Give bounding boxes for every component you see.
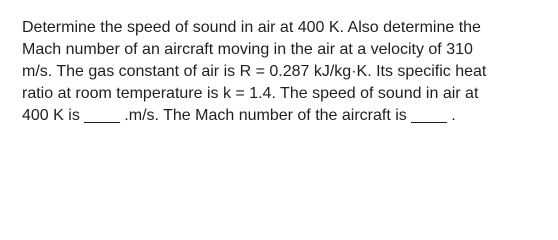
question-line: Determine the speed of sound in air at 400 K. Also determine the (22, 19, 481, 36)
question-line: ratio at room temperature is k = 1.4. The speed of sound in air at (22, 85, 479, 102)
question-text (22, 17, 552, 127)
question-line: 400 K is ____ .m/s. The Mach number of the aircraft is ____ . (22, 107, 456, 124)
question-line: Mach number of an aircraft moving in the air at a velocity of 310 (22, 41, 473, 58)
question-line: m/s. The gas constant of air is R = 0.287 kJ/kg·K. Its specific heat (22, 63, 487, 80)
